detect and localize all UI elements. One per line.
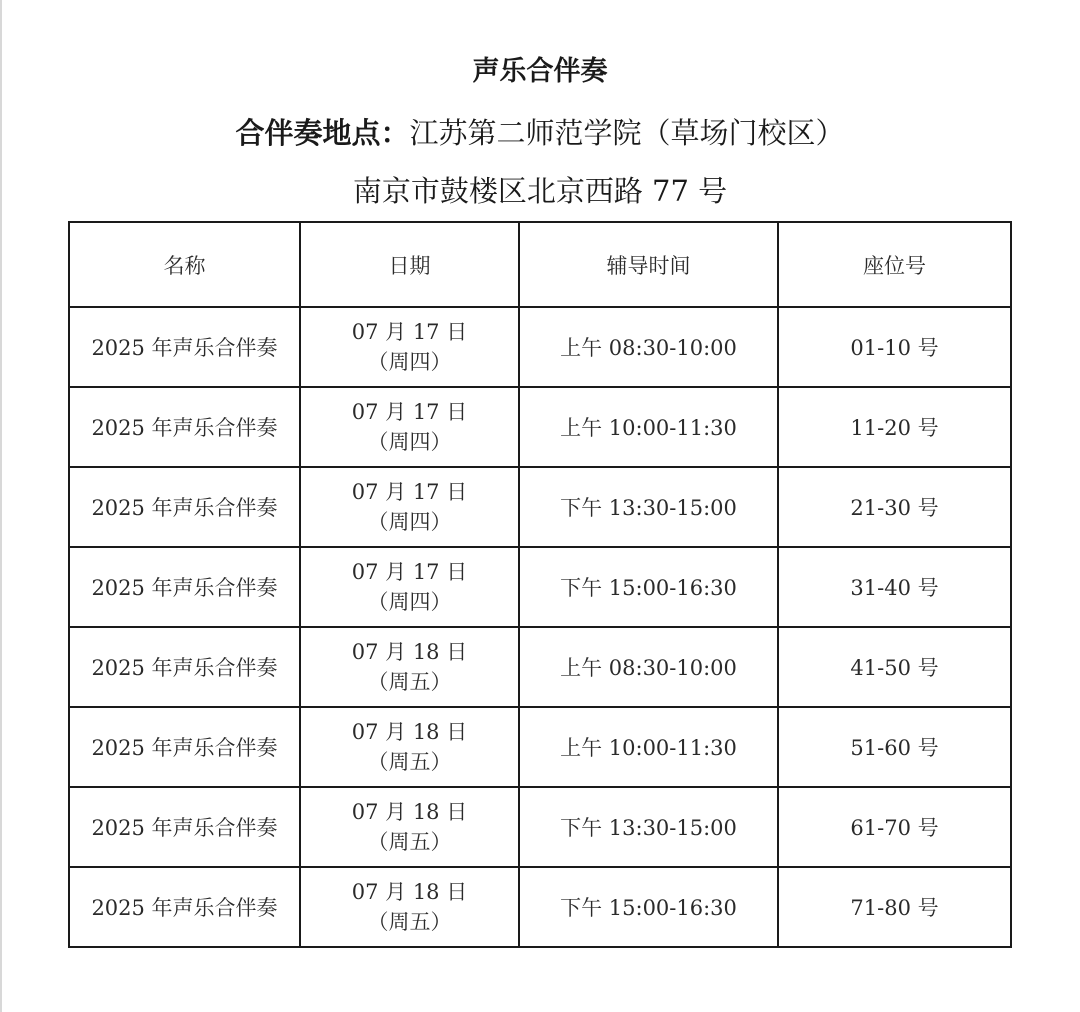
table-row <box>69 547 1011 627</box>
date-text: 07 月 17 日 <box>351 560 468 584</box>
header-date: 日期 <box>300 222 519 307</box>
cell-date <box>300 307 519 387</box>
cell-seats: 31-40 号 <box>778 547 1011 627</box>
location-line <box>0 112 1080 154</box>
weekday-text: （周五） <box>367 670 452 694</box>
header-time: 辅导时间 <box>519 222 778 307</box>
cell-time: 下午 13:30-15:00 <box>519 467 778 547</box>
cell-date <box>300 787 519 867</box>
cell-name: 2025 年声乐合伴奏 <box>69 707 300 787</box>
weekday-text: （周四） <box>367 430 452 454</box>
cell-time: 上午 10:00-11:30 <box>519 387 778 467</box>
cell-name: 2025 年声乐合伴奏 <box>69 787 300 867</box>
page-title: 声乐合伴奏 <box>472 56 608 87</box>
cell-date <box>300 547 519 627</box>
cell-date <box>300 627 519 707</box>
cell-name: 2025 年声乐合伴奏 <box>69 467 300 547</box>
cell-time: 下午 15:00-16:30 <box>519 547 778 627</box>
weekday-text: （周四） <box>367 590 452 614</box>
cell-seats: 61-70 号 <box>778 787 1011 867</box>
cell-time: 上午 10:00-11:30 <box>519 707 778 787</box>
cell-date <box>300 467 519 547</box>
weekday-text: （周四） <box>367 350 452 374</box>
table-row <box>69 307 1011 387</box>
cell-date <box>300 387 519 467</box>
date-text: 07 月 18 日 <box>351 640 468 664</box>
cell-date <box>300 867 519 947</box>
cell-seats: 51-60 号 <box>778 707 1011 787</box>
cell-time: 上午 08:30-10:00 <box>519 627 778 707</box>
schedule-table <box>68 221 1012 948</box>
weekday-text: （周五） <box>367 910 452 934</box>
table-row <box>69 467 1011 547</box>
cell-seats: 41-50 号 <box>778 627 1011 707</box>
date-text: 07 月 17 日 <box>351 320 468 344</box>
date-text: 07 月 18 日 <box>351 800 468 824</box>
cell-time: 下午 15:00-16:30 <box>519 867 778 947</box>
cell-seats: 21-30 号 <box>778 467 1011 547</box>
cell-name: 2025 年声乐合伴奏 <box>69 387 300 467</box>
table-row <box>69 787 1011 867</box>
date-text: 07 月 18 日 <box>351 880 468 904</box>
table-row <box>69 627 1011 707</box>
header-seats: 座位号 <box>778 222 1011 307</box>
table-header-row <box>69 222 1011 307</box>
cell-seats: 01-10 号 <box>778 307 1011 387</box>
cell-time: 上午 08:30-10:00 <box>519 307 778 387</box>
table-row <box>69 707 1011 787</box>
location-label: 合伴奏地点： <box>235 116 410 150</box>
location-value: 江苏第二师范学院（草场门校区） <box>409 116 845 150</box>
address-line: 南京市鼓楼区北京西路 77 号 <box>352 174 728 208</box>
table-row <box>69 867 1011 947</box>
header-name: 名称 <box>69 222 300 307</box>
cell-name: 2025 年声乐合伴奏 <box>69 307 300 387</box>
weekday-text: （周五） <box>367 830 452 854</box>
cell-time: 下午 13:30-15:00 <box>519 787 778 867</box>
cell-name: 2025 年声乐合伴奏 <box>69 547 300 627</box>
date-text: 07 月 18 日 <box>351 720 468 744</box>
cell-date <box>300 707 519 787</box>
cell-seats: 11-20 号 <box>778 387 1011 467</box>
cell-name: 2025 年声乐合伴奏 <box>69 627 300 707</box>
table-row <box>69 387 1011 467</box>
cell-name: 2025 年声乐合伴奏 <box>69 867 300 947</box>
weekday-text: （周四） <box>367 510 452 534</box>
date-text: 07 月 17 日 <box>351 480 468 504</box>
cell-seats: 71-80 号 <box>778 867 1011 947</box>
weekday-text: （周五） <box>367 750 452 774</box>
date-text: 07 月 17 日 <box>351 400 468 424</box>
